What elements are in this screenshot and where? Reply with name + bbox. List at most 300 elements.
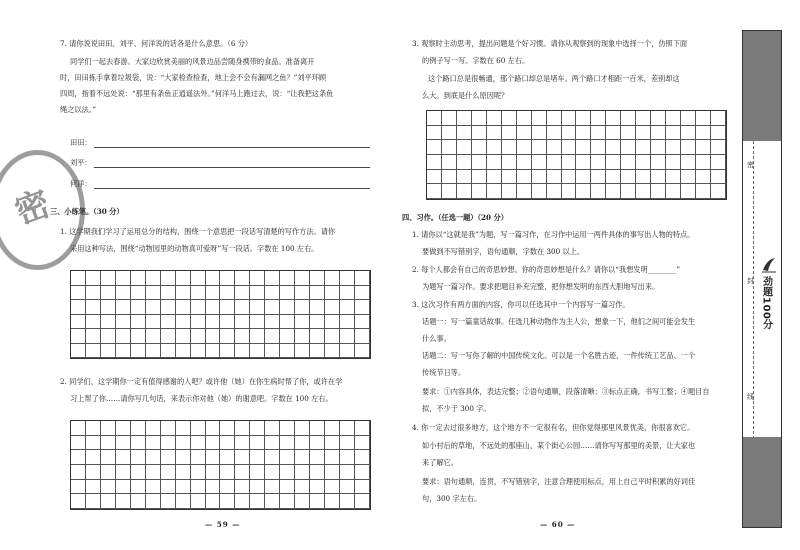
grid-cell[interactable] — [517, 126, 532, 141]
grid-cell[interactable] — [235, 465, 250, 480]
grid-cell[interactable] — [161, 436, 176, 451]
grid-cell[interactable] — [696, 184, 711, 199]
grid-cell[interactable] — [681, 170, 696, 185]
grid-cell[interactable] — [487, 126, 502, 141]
grid-cell[interactable] — [427, 111, 442, 126]
grid-cell[interactable] — [280, 450, 295, 465]
grid-cell[interactable] — [86, 329, 101, 344]
grid-cell[interactable] — [71, 465, 86, 480]
grid-cell[interactable] — [250, 450, 265, 465]
grid-cell[interactable] — [636, 184, 651, 199]
grid-cell[interactable] — [325, 465, 340, 480]
grid-cell[interactable] — [86, 450, 101, 465]
grid-cell[interactable] — [457, 155, 472, 170]
grid-cell[interactable] — [355, 286, 370, 301]
grid-cell[interactable] — [636, 126, 651, 141]
grid-cell[interactable] — [681, 184, 696, 199]
grid-cell[interactable] — [325, 286, 340, 301]
grid-cell[interactable] — [621, 140, 636, 155]
grid-cell[interactable] — [101, 344, 116, 359]
grid-cell[interactable] — [457, 170, 472, 185]
writing-grid-2[interactable] — [70, 420, 371, 510]
grid-cell[interactable] — [310, 300, 325, 315]
grid-cell[interactable] — [517, 184, 532, 199]
grid-cell[interactable] — [711, 140, 726, 155]
grid-cell[interactable] — [265, 315, 280, 330]
grid-cell[interactable] — [621, 126, 636, 141]
grid-cell[interactable] — [666, 155, 681, 170]
grid-cell[interactable] — [250, 271, 265, 286]
grid-cell[interactable] — [340, 450, 355, 465]
grid-cell[interactable] — [711, 126, 726, 141]
grid-cell[interactable] — [235, 344, 250, 359]
grid-cell[interactable] — [696, 126, 711, 141]
grid-cell[interactable] — [131, 465, 146, 480]
grid-cell[interactable] — [295, 465, 310, 480]
grid-cell[interactable] — [71, 329, 86, 344]
grid-cell[interactable] — [71, 300, 86, 315]
grid-cell[interactable] — [176, 329, 191, 344]
grid-cell[interactable] — [220, 436, 235, 451]
grid-cell[interactable] — [442, 170, 457, 185]
grid-cell[interactable] — [591, 140, 606, 155]
grid-cell[interactable] — [176, 494, 191, 509]
grid-cell[interactable] — [191, 329, 206, 344]
grid-cell[interactable] — [562, 184, 577, 199]
grid-cell[interactable] — [191, 494, 206, 509]
grid-cell[interactable] — [295, 436, 310, 451]
grid-cell[interactable] — [131, 494, 146, 509]
grid-cell[interactable] — [146, 465, 161, 480]
grid-cell[interactable] — [591, 111, 606, 126]
grid-cell[interactable] — [265, 465, 280, 480]
grid-cell[interactable] — [340, 494, 355, 509]
grid-cell[interactable] — [487, 170, 502, 185]
grid-cell[interactable] — [606, 111, 621, 126]
grid-cell[interactable] — [220, 465, 235, 480]
grid-cell[interactable] — [576, 155, 591, 170]
grid-cell[interactable] — [235, 271, 250, 286]
grid-cell[interactable] — [71, 480, 86, 495]
grid-cell[interactable] — [265, 436, 280, 451]
grid-cell[interactable] — [161, 315, 176, 330]
grid-cell[interactable] — [131, 271, 146, 286]
grid-cell[interactable] — [250, 465, 265, 480]
grid-cell[interactable] — [517, 140, 532, 155]
grid-cell[interactable] — [146, 271, 161, 286]
grid-cell[interactable] — [442, 184, 457, 199]
grid-cell[interactable] — [280, 300, 295, 315]
grid-cell[interactable] — [146, 286, 161, 301]
grid-cell[interactable] — [340, 344, 355, 359]
grid-cell[interactable] — [427, 170, 442, 185]
grid-cell[interactable] — [591, 126, 606, 141]
grid-cell[interactable] — [355, 465, 370, 480]
grid-cell[interactable] — [146, 329, 161, 344]
grid-cell[interactable] — [206, 344, 221, 359]
grid-cell[interactable] — [235, 286, 250, 301]
grid-cell[interactable] — [235, 300, 250, 315]
grid-cell[interactable] — [116, 421, 131, 436]
grid-cell[interactable] — [576, 126, 591, 141]
grid-cell[interactable] — [161, 421, 176, 436]
grid-cell[interactable] — [532, 170, 547, 185]
grid-cell[interactable] — [591, 155, 606, 170]
grid-cell[interactable] — [295, 271, 310, 286]
grid-cell[interactable] — [280, 421, 295, 436]
grid-cell[interactable] — [265, 300, 280, 315]
grid-cell[interactable] — [442, 155, 457, 170]
grid-cell[interactable] — [206, 286, 221, 301]
grid-cell[interactable] — [265, 480, 280, 495]
grid-cell[interactable] — [250, 344, 265, 359]
grid-cell[interactable] — [472, 126, 487, 141]
grid-cell[interactable] — [220, 450, 235, 465]
grid-cell[interactable] — [532, 155, 547, 170]
grid-cell[interactable] — [265, 329, 280, 344]
grid-cell[interactable] — [235, 421, 250, 436]
grid-cell[interactable] — [146, 421, 161, 436]
grid-cell[interactable] — [280, 494, 295, 509]
grid-cell[interactable] — [116, 465, 131, 480]
grid-cell[interactable] — [191, 465, 206, 480]
grid-cell[interactable] — [532, 184, 547, 199]
grid-cell[interactable] — [457, 126, 472, 141]
grid-cell[interactable] — [310, 494, 325, 509]
grid-cell[interactable] — [325, 436, 340, 451]
grid-cell[interactable] — [206, 421, 221, 436]
grid-cell[interactable] — [191, 421, 206, 436]
grid-cell[interactable] — [651, 140, 666, 155]
grid-cell[interactable] — [547, 140, 562, 155]
grid-cell[interactable] — [547, 184, 562, 199]
grid-cell[interactable] — [532, 111, 547, 126]
grid-cell[interactable] — [696, 140, 711, 155]
grid-cell[interactable] — [161, 271, 176, 286]
grid-cell[interactable] — [131, 344, 146, 359]
grid-cell[interactable] — [355, 271, 370, 286]
grid-cell[interactable] — [636, 111, 651, 126]
grid-cell[interactable] — [176, 271, 191, 286]
grid-cell[interactable] — [71, 344, 86, 359]
grid-cell[interactable] — [517, 111, 532, 126]
grid-cell[interactable] — [131, 315, 146, 330]
grid-cell[interactable] — [280, 271, 295, 286]
grid-cell[interactable] — [86, 480, 101, 495]
grid-cell[interactable] — [355, 480, 370, 495]
grid-cell[interactable] — [250, 329, 265, 344]
grid-cell[interactable] — [176, 450, 191, 465]
grid-cell[interactable] — [206, 436, 221, 451]
grid-cell[interactable] — [206, 450, 221, 465]
grid-cell[interactable] — [295, 329, 310, 344]
grid-cell[interactable] — [711, 155, 726, 170]
grid-cell[interactable] — [176, 300, 191, 315]
grid-cell[interactable] — [176, 286, 191, 301]
grid-cell[interactable] — [101, 329, 116, 344]
grid-cell[interactable] — [621, 155, 636, 170]
grid-cell[interactable] — [457, 184, 472, 199]
grid-cell[interactable] — [502, 140, 517, 155]
grid-cell[interactable] — [116, 436, 131, 451]
grid-cell[interactable] — [86, 271, 101, 286]
grid-cell[interactable] — [340, 465, 355, 480]
grid-cell[interactable] — [711, 170, 726, 185]
answer-field-liuping[interactable] — [70, 158, 370, 168]
grid-cell[interactable] — [651, 184, 666, 199]
grid-cell[interactable] — [340, 315, 355, 330]
grid-cell[interactable] — [517, 170, 532, 185]
grid-cell[interactable] — [101, 286, 116, 301]
grid-cell[interactable] — [206, 300, 221, 315]
grid-cell[interactable] — [265, 421, 280, 436]
grid-cell[interactable] — [206, 315, 221, 330]
grid-cell[interactable] — [86, 344, 101, 359]
grid-cell[interactable] — [562, 126, 577, 141]
grid-cell[interactable] — [265, 494, 280, 509]
grid-cell[interactable] — [487, 111, 502, 126]
grid-cell[interactable] — [161, 300, 176, 315]
grid-cell[interactable] — [355, 436, 370, 451]
grid-cell[interactable] — [562, 111, 577, 126]
grid-cell[interactable] — [562, 155, 577, 170]
grid-cell[interactable] — [161, 494, 176, 509]
grid-cell[interactable] — [235, 329, 250, 344]
grid-cell[interactable] — [427, 140, 442, 155]
grid-cell[interactable] — [250, 421, 265, 436]
grid-cell[interactable] — [651, 126, 666, 141]
grid-cell[interactable] — [71, 286, 86, 301]
grid-cell[interactable] — [325, 494, 340, 509]
grid-cell[interactable] — [250, 436, 265, 451]
grid-cell[interactable] — [325, 300, 340, 315]
grid-cell[interactable] — [606, 140, 621, 155]
grid-cell[interactable] — [146, 344, 161, 359]
answer-line[interactable] — [94, 140, 370, 148]
grid-cell[interactable] — [191, 436, 206, 451]
grid-cell[interactable] — [472, 184, 487, 199]
grid-cell[interactable] — [146, 480, 161, 495]
grid-cell[interactable] — [176, 480, 191, 495]
grid-cell[interactable] — [310, 421, 325, 436]
grid-cell[interactable] — [472, 155, 487, 170]
grid-cell[interactable] — [250, 315, 265, 330]
grid-cell[interactable] — [86, 421, 101, 436]
grid-cell[interactable] — [220, 315, 235, 330]
grid-cell[interactable] — [666, 111, 681, 126]
grid-cell[interactable] — [101, 465, 116, 480]
grid-cell[interactable] — [295, 300, 310, 315]
grid-cell[interactable] — [310, 315, 325, 330]
grid-cell[interactable] — [191, 286, 206, 301]
grid-cell[interactable] — [340, 436, 355, 451]
grid-cell[interactable] — [161, 344, 176, 359]
grid-cell[interactable] — [325, 421, 340, 436]
grid-cell[interactable] — [146, 450, 161, 465]
grid-cell[interactable] — [442, 126, 457, 141]
grid-cell[interactable] — [220, 271, 235, 286]
writing-grid-1[interactable] — [70, 270, 371, 359]
grid-cell[interactable] — [517, 155, 532, 170]
grid-cell[interactable] — [235, 450, 250, 465]
grid-cell[interactable] — [547, 155, 562, 170]
grid-cell[interactable] — [86, 300, 101, 315]
grid-cell[interactable] — [161, 465, 176, 480]
grid-cell[interactable] — [161, 329, 176, 344]
grid-cell[interactable] — [636, 155, 651, 170]
grid-cell[interactable] — [71, 271, 86, 286]
grid-cell[interactable] — [191, 344, 206, 359]
grid-cell[interactable] — [86, 494, 101, 509]
grid-cell[interactable] — [295, 450, 310, 465]
grid-cell[interactable] — [176, 421, 191, 436]
grid-cell[interactable] — [101, 480, 116, 495]
grid-cell[interactable] — [325, 329, 340, 344]
grid-cell[interactable] — [280, 344, 295, 359]
grid-cell[interactable] — [131, 480, 146, 495]
grid-cell[interactable] — [191, 315, 206, 330]
grid-cell[interactable] — [325, 315, 340, 330]
grid-cell[interactable] — [71, 315, 86, 330]
grid-cell[interactable] — [131, 286, 146, 301]
grid-cell[interactable] — [250, 300, 265, 315]
grid-cell[interactable] — [176, 465, 191, 480]
grid-cell[interactable] — [101, 421, 116, 436]
grid-cell[interactable] — [340, 271, 355, 286]
grid-cell[interactable] — [487, 155, 502, 170]
grid-cell[interactable] — [116, 286, 131, 301]
grid-cell[interactable] — [487, 140, 502, 155]
grid-cell[interactable] — [666, 126, 681, 141]
grid-cell[interactable] — [340, 329, 355, 344]
grid-cell[interactable] — [235, 436, 250, 451]
grid-cell[interactable] — [621, 170, 636, 185]
grid-cell[interactable] — [502, 111, 517, 126]
grid-cell[interactable] — [502, 170, 517, 185]
grid-cell[interactable] — [220, 300, 235, 315]
grid-cell[interactable] — [250, 286, 265, 301]
grid-cell[interactable] — [532, 140, 547, 155]
grid-cell[interactable] — [86, 315, 101, 330]
grid-cell[interactable] — [355, 300, 370, 315]
grid-cell[interactable] — [711, 184, 726, 199]
grid-cell[interactable] — [472, 111, 487, 126]
grid-cell[interactable] — [86, 286, 101, 301]
grid-cell[interactable] — [131, 421, 146, 436]
grid-cell[interactable] — [576, 111, 591, 126]
grid-cell[interactable] — [355, 494, 370, 509]
grid-cell[interactable] — [146, 300, 161, 315]
grid-cell[interactable] — [265, 286, 280, 301]
grid-cell[interactable] — [636, 170, 651, 185]
grid-cell[interactable] — [146, 315, 161, 330]
grid-cell[interactable] — [86, 465, 101, 480]
grid-cell[interactable] — [191, 450, 206, 465]
grid-cell[interactable] — [355, 329, 370, 344]
grid-cell[interactable] — [161, 450, 176, 465]
grid-cell[interactable] — [696, 111, 711, 126]
grid-cell[interactable] — [116, 450, 131, 465]
grid-cell[interactable] — [502, 184, 517, 199]
grid-cell[interactable] — [206, 271, 221, 286]
grid-cell[interactable] — [666, 170, 681, 185]
grid-cell[interactable] — [442, 140, 457, 155]
grid-cell[interactable] — [295, 315, 310, 330]
grid-cell[interactable] — [502, 126, 517, 141]
grid-cell[interactable] — [696, 170, 711, 185]
grid-cell[interactable] — [116, 271, 131, 286]
grid-cell[interactable] — [310, 436, 325, 451]
grid-cell[interactable] — [280, 329, 295, 344]
grid-cell[interactable] — [666, 184, 681, 199]
grid-cell[interactable] — [606, 170, 621, 185]
grid-cell[interactable] — [250, 494, 265, 509]
grid-cell[interactable] — [310, 271, 325, 286]
grid-cell[interactable] — [101, 271, 116, 286]
grid-cell[interactable] — [116, 315, 131, 330]
answer-line[interactable] — [94, 181, 370, 189]
grid-cell[interactable] — [427, 155, 442, 170]
grid-cell[interactable] — [621, 184, 636, 199]
grid-cell[interactable] — [280, 286, 295, 301]
grid-cell[interactable] — [280, 436, 295, 451]
grid-cell[interactable] — [235, 480, 250, 495]
grid-cell[interactable] — [621, 111, 636, 126]
grid-cell[interactable] — [591, 170, 606, 185]
grid-cell[interactable] — [562, 170, 577, 185]
grid-cell[interactable] — [206, 329, 221, 344]
grid-cell[interactable] — [191, 300, 206, 315]
grid-cell[interactable] — [116, 329, 131, 344]
grid-cell[interactable] — [457, 111, 472, 126]
grid-cell[interactable] — [442, 111, 457, 126]
grid-cell[interactable] — [355, 344, 370, 359]
grid-cell[interactable] — [606, 184, 621, 199]
grid-cell[interactable] — [681, 111, 696, 126]
grid-cell[interactable] — [681, 155, 696, 170]
grid-cell[interactable] — [340, 421, 355, 436]
grid-cell[interactable] — [71, 494, 86, 509]
grid-cell[interactable] — [325, 450, 340, 465]
grid-cell[interactable] — [547, 111, 562, 126]
grid-cell[interactable] — [116, 344, 131, 359]
grid-cell[interactable] — [131, 329, 146, 344]
grid-cell[interactable] — [295, 480, 310, 495]
grid-cell[interactable] — [325, 480, 340, 495]
grid-cell[interactable] — [681, 140, 696, 155]
grid-cell[interactable] — [71, 450, 86, 465]
grid-cell[interactable] — [280, 480, 295, 495]
grid-cell[interactable] — [472, 170, 487, 185]
grid-cell[interactable] — [487, 184, 502, 199]
grid-cell[interactable] — [325, 271, 340, 286]
grid-cell[interactable] — [547, 170, 562, 185]
answer-line[interactable] — [94, 160, 370, 168]
grid-cell[interactable] — [265, 344, 280, 359]
grid-cell[interactable] — [310, 286, 325, 301]
grid-cell[interactable] — [176, 315, 191, 330]
grid-cell[interactable] — [206, 494, 221, 509]
grid-cell[interactable] — [310, 344, 325, 359]
grid-cell[interactable] — [101, 436, 116, 451]
grid-cell[interactable] — [681, 126, 696, 141]
grid-cell[interactable] — [176, 344, 191, 359]
grid-cell[interactable] — [131, 300, 146, 315]
grid-cell[interactable] — [355, 315, 370, 330]
grid-cell[interactable] — [651, 170, 666, 185]
grid-cell[interactable] — [250, 480, 265, 495]
grid-cell[interactable] — [340, 300, 355, 315]
